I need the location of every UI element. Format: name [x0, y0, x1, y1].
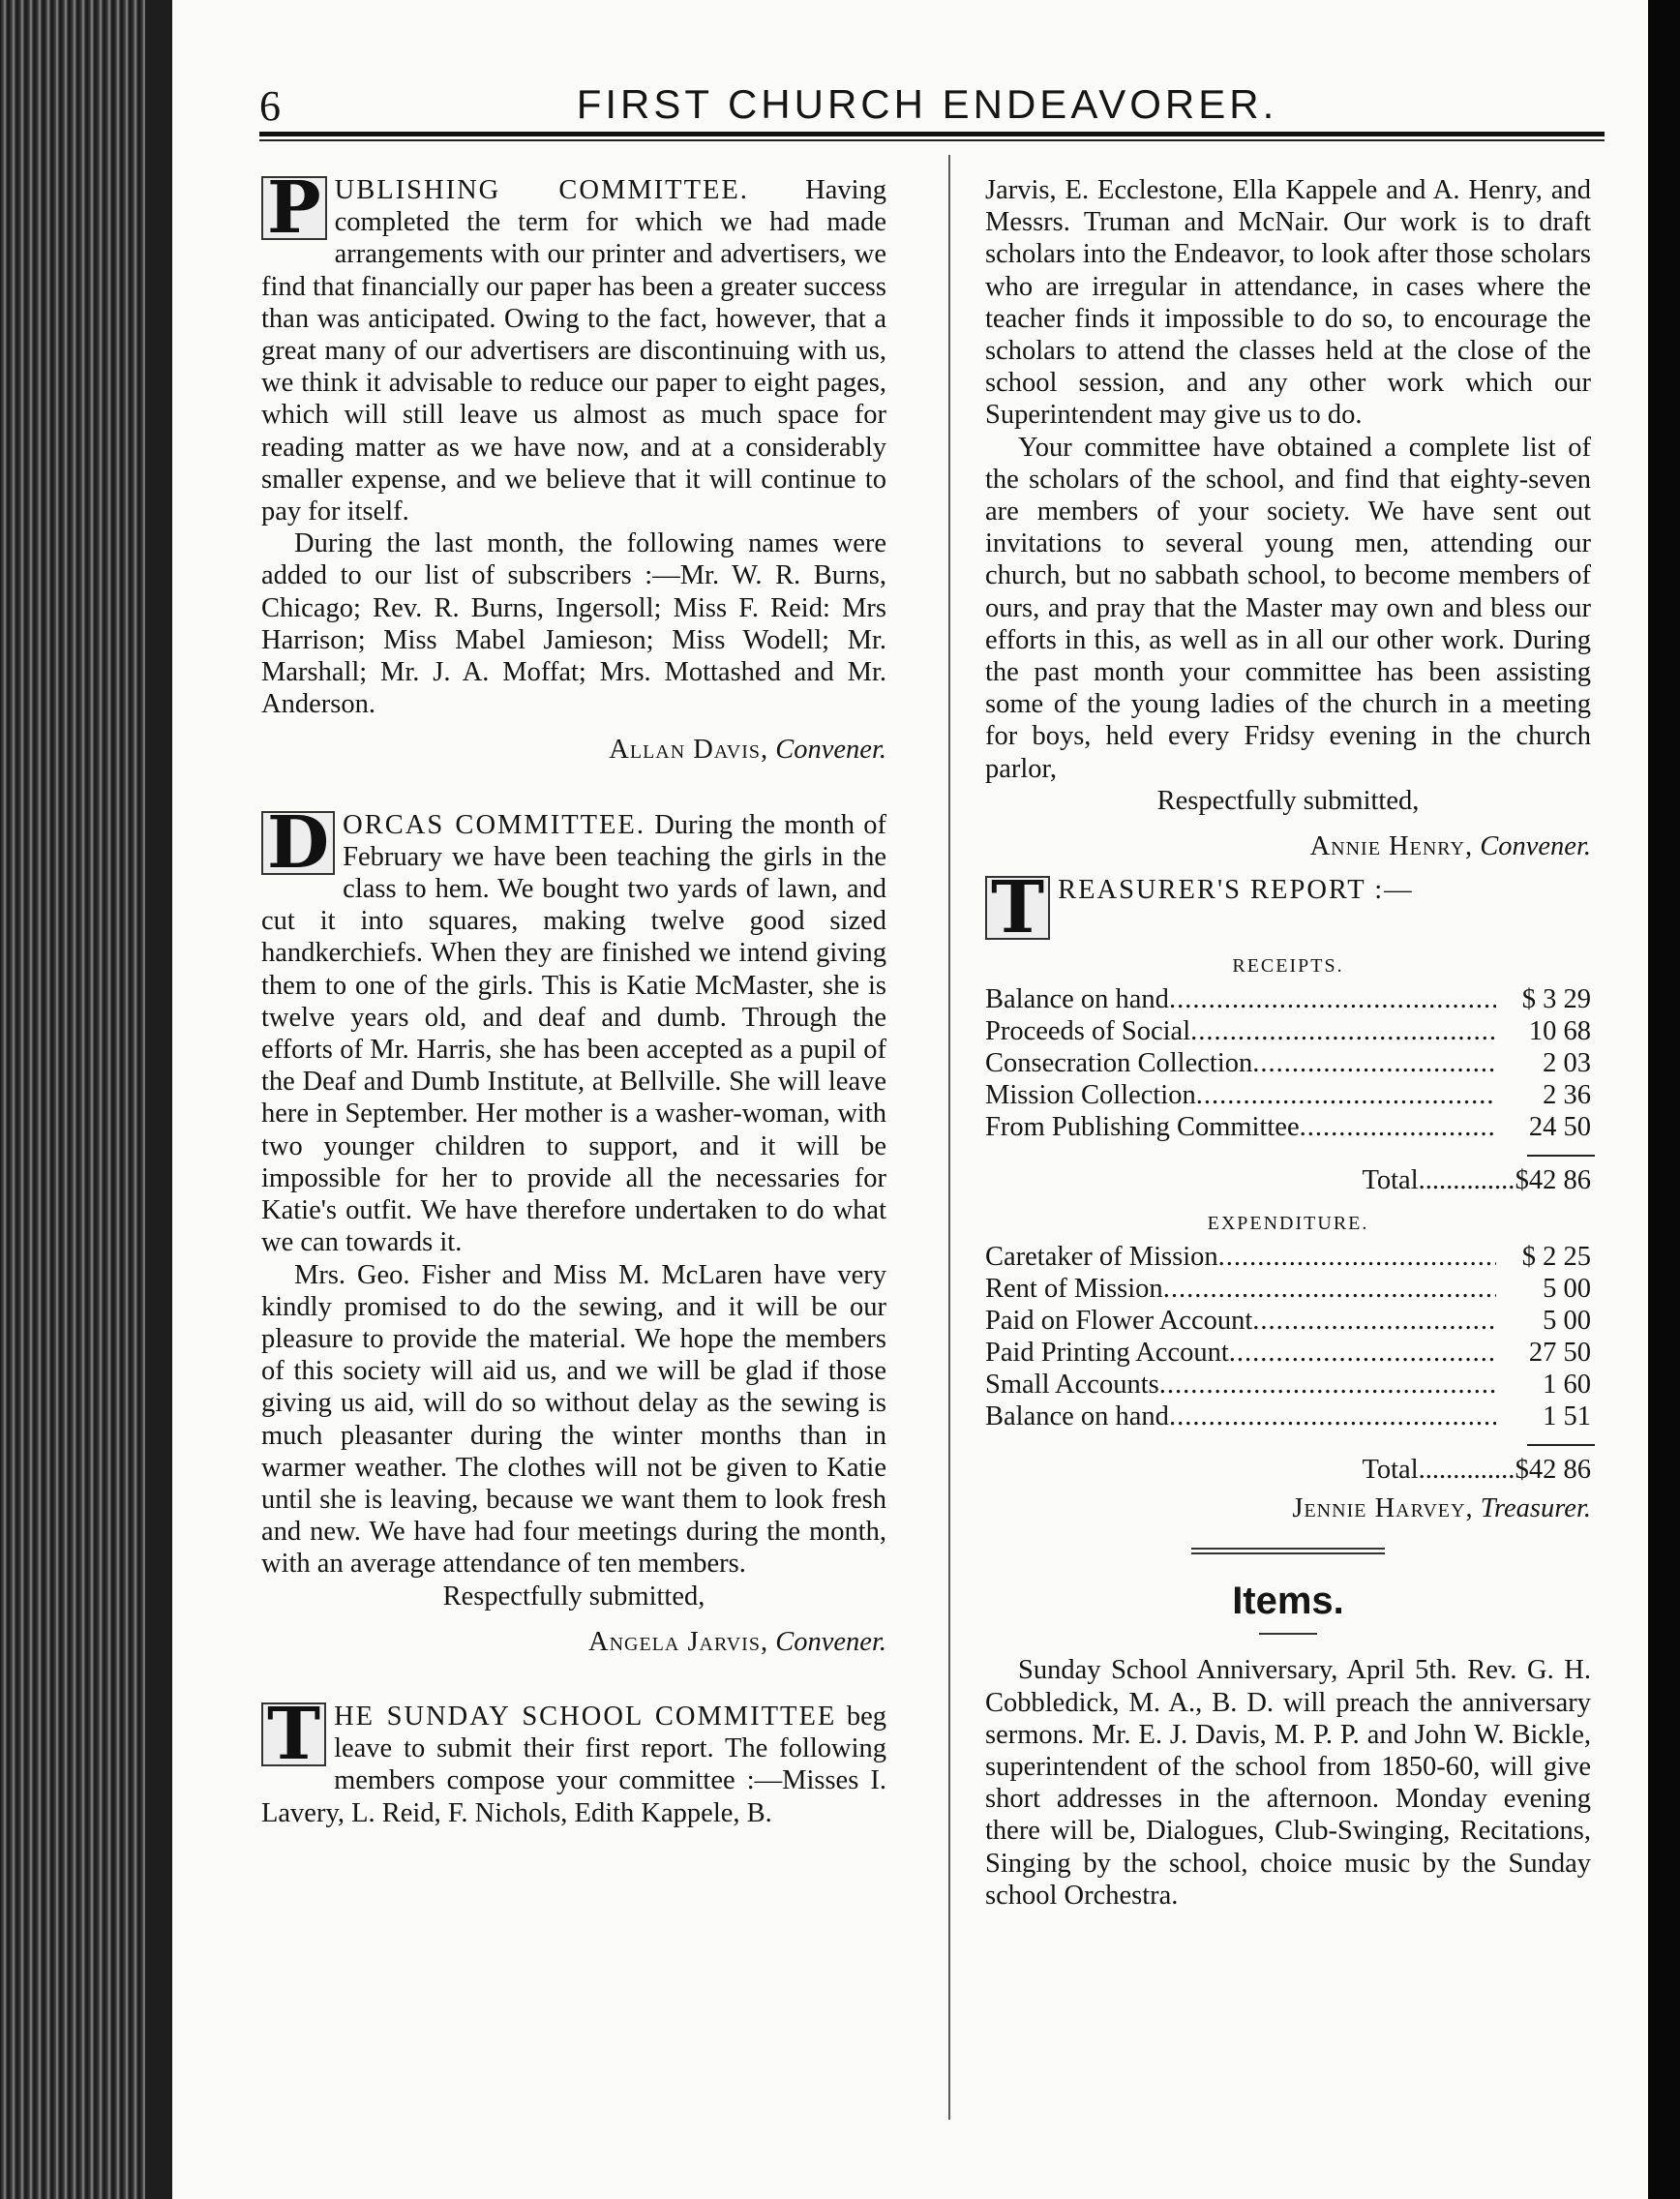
expenditure-table — [985, 1241, 1591, 1432]
leader-dots — [1190, 1015, 1496, 1047]
dorcas-submitted: Respectfully submitted, — [442, 1581, 705, 1612]
total-rule — [1527, 1444, 1595, 1446]
leader-dots — [1163, 1273, 1496, 1305]
sunday-heading: HE SUNDAY SCHOOL COMMITTEE — [334, 1701, 837, 1732]
page-number: 6 — [259, 82, 281, 130]
ledger-amount: $ 2 25 — [1521, 1242, 1591, 1273]
signature-role: Treasurer. — [1480, 1493, 1591, 1524]
publishing-heading: UBLISHING COMMITTEE. — [334, 175, 749, 205]
signature-role: Convener. — [1480, 831, 1591, 862]
sunday-cont-paragraph-2: Your committee have obtained a complete list of the scholars of the school, and find that eighty-seven are members of your society. We have sent out invitations to several young men, attending our church, but no sabbath school, to become members of ours, and pray that the Master may own and bless our efforts in this, as well as in all our other work. During the past month your committee has been assisting some of the young ladies of the church in a meeting for boys, held every Fridsy evening in the church parlor, — [985, 432, 1591, 784]
receipts-title: RECEIPTS. — [1232, 955, 1344, 978]
publishing-signature — [261, 734, 886, 766]
leader-dots — [1252, 1047, 1496, 1079]
header-rule — [259, 132, 1605, 136]
total-rule — [1527, 1155, 1595, 1157]
treasurer-heading: REASURER'S REPORT :— — [1058, 875, 1414, 906]
ledger-label: Small Accounts — [985, 1370, 1159, 1401]
page-title: FIRST CHURCH ENDEAVORER. — [576, 81, 1278, 127]
leader-dots — [1169, 983, 1496, 1015]
expenditure-title: EXPENDITURE. — [1207, 1213, 1369, 1235]
items-section — [985, 1580, 1591, 1912]
dorcas-text-1: During the month of February we have been teaching the girls in the class to hem. We bought two yards of lawn, and cut it into squares, making twelve good sized handkerchiefs. When they are finished we intend giving them to one of the girls. This is Katie McMaster, she is twelve years old, and deaf and dumb. Through the efforts of Mr. Harris, she has been accepted as a pupil of the Deaf and Dumb Institute, at Bellville. She will leave here in September. Her mother is a washer-woman, with two younger children to support, and it will be impossible for her to provide all the necessaries for Katie's outfit. We have therefore undertaken to do what we can towards it. — [261, 809, 887, 1258]
ledger-label: Paid on Flower Account — [985, 1306, 1253, 1337]
publishing-committee-section — [261, 166, 887, 767]
sunday-school-committee-section — [261, 1692, 887, 1829]
signature-role: Convener. — [775, 735, 886, 766]
page-header — [259, 81, 1595, 130]
ledger-label: Mission Collection — [985, 1080, 1196, 1111]
ledger-row — [985, 983, 1591, 1015]
sunday-signature — [985, 830, 1591, 862]
leader-dots — [1229, 1337, 1496, 1369]
ledger-row — [985, 1305, 1591, 1337]
left-column — [261, 166, 887, 1829]
signature-name: Angela Jarvis, — [588, 1626, 769, 1657]
drop-cap-d: D — [261, 811, 335, 875]
ledger-label: Consecration Collection — [985, 1048, 1253, 1079]
book-spine — [145, 0, 174, 2199]
leader-dots — [1196, 1079, 1496, 1111]
ledger-label: Caretaker of Mission — [985, 1242, 1218, 1273]
dorcas-heading: ORCAS COMMITTEE. — [343, 809, 645, 840]
double-rule — [1191, 1548, 1385, 1554]
sunday-cont-paragraph-1: Jarvis, E. Ecclestone, Ella Kappele and A. Henry, and Messrs. Truman and McNair. Our work is to draft scholars into the Endeavor, to look after those scholars who are irregular in attendance, in cases where the teacher finds it impossible to do so, to encourage the scholars to attend the classes held at the close of the school session, and any other work which our Superintendent may give us to do. — [985, 175, 1591, 431]
ledger-label: Balance on hand — [985, 984, 1169, 1015]
ledger-amount: 2 36 — [1543, 1080, 1591, 1111]
ledger-amount: 10 68 — [1528, 1016, 1591, 1047]
drop-cap-p: P — [261, 176, 327, 240]
ledger-amount: 1 51 — [1543, 1401, 1591, 1432]
ledger-row — [985, 1047, 1591, 1079]
ledger-row — [985, 1337, 1591, 1369]
leader-dots — [1159, 1369, 1496, 1401]
treasurers-report-section — [985, 866, 1591, 1524]
total-amount: $42 86 — [1515, 1165, 1591, 1196]
dorcas-signature — [261, 1626, 886, 1658]
treasurer-signature — [985, 1492, 1591, 1524]
leader-dots — [1419, 1164, 1515, 1197]
ledger-label: Paid Printing Account — [985, 1338, 1229, 1369]
sunday-paragraph-1 — [261, 1692, 887, 1829]
ledger-label: Balance on hand — [985, 1401, 1169, 1432]
leader-dots — [1252, 1305, 1496, 1337]
ledger-label: From Publishing Committee — [985, 1112, 1300, 1143]
items-paragraph: Sunday School Anniversary, April 5th. Rev. G. H. Cobbledick, M. A., B. D. will preach the anniversary sermons. Mr. E. J. Davis, M. P. P. and John W. Bickle, superintendent of the school from 1850-60, will give short addresses in the afternoon. Monday evening there will be, Dialogues, Club-Swinging, Recitations, Singing by the school, choice music by the Sunday school Orchestra. — [985, 1655, 1591, 1911]
dorcas-committee-section — [261, 800, 887, 1658]
ledger-amount: $ 3 29 — [1521, 984, 1591, 1015]
ledger-row — [985, 1111, 1591, 1143]
ledger-row — [985, 1079, 1591, 1111]
page — [172, 0, 1648, 2199]
right-column — [985, 174, 1591, 1912]
drop-cap-t: T — [985, 876, 1050, 940]
leader-dots — [1300, 1111, 1496, 1143]
signature-name: Annie Henry, — [1309, 831, 1474, 862]
ledger-row — [985, 1273, 1591, 1305]
items-title: Items. — [1232, 1580, 1344, 1623]
ledger-row — [985, 1369, 1591, 1401]
sunday-text-1: beg leave to submit their first report. The following members compose your committee :—Misses I. Lavery, L. Reid, F. Nichols, Edith Kappele, B. — [261, 1701, 887, 1828]
signature-name: Allan Davis, — [609, 735, 769, 766]
leader-dots — [1419, 1454, 1515, 1487]
column-divider — [948, 155, 950, 2120]
total-label: Total — [1362, 1165, 1419, 1196]
dorcas-paragraph-2: Mrs. Geo. Fisher and Miss M. McLaren have very kindly promised to do the sewing, and it will be our pleasure to provide the material. We hope the members of this society will aid us, and we will be glad if those giving us aid, will do so without delay as the sewing is much pleasanter during the winter months than in warmer weather. The clothes will not be given to Katie until she is leaving, because we want them to look fresh and new. We have had four meetings during the month, with an average attendance of ten members. — [261, 1259, 886, 1580]
drop-cap-t: T — [261, 1702, 326, 1766]
publishing-text-1: Having completed the term for which we had made arrangements with our printer and advertisers, we find that financially our paper has been a greater success than was anticipated. Owing to the fact, however, that a great many of our advertisers are discontinuing with us, we think it advisable to reduce our paper to eight pages, which will still leave us almost as much space for reading matter as we have now, and at a considerably smaller expense, and we believe that it will continue to pay for itself. — [261, 175, 887, 527]
total-amount: $42 86 — [1515, 1455, 1591, 1486]
header-rule-thin — [259, 139, 1605, 141]
ledger-amount: 1 60 — [1543, 1370, 1591, 1401]
ledger-row — [985, 1015, 1591, 1047]
ledger-row — [985, 1241, 1591, 1273]
book-page-edges — [0, 0, 169, 2199]
sunday-submitted: Respectfully submitted, — [1156, 785, 1420, 816]
ledger-amount: 5 00 — [1543, 1274, 1591, 1305]
ledger-label: Proceeds of Social — [985, 1016, 1191, 1047]
signature-name: Jennie Harvey, — [1292, 1493, 1474, 1524]
ledger-amount: 2 03 — [1543, 1048, 1591, 1079]
leader-dots — [1169, 1401, 1496, 1432]
scan-border — [1648, 0, 1680, 2199]
leader-dots — [1218, 1241, 1496, 1273]
publishing-paragraph-1 — [261, 166, 887, 527]
ledger-amount: 27 50 — [1528, 1338, 1591, 1369]
publishing-paragraph-2: During the last month, the following names were added to our list of subscribers :—Mr. W. R. Burns, Chicago; Rev. R. Burns, Ingersoll; Miss F. Reid: Mrs Harrison; Miss Mabel Jamieson; Miss Wodell; Mr. Marshall; Mr. J. A. Moffat; Mrs. Mottashed and Mr. Anderson. — [261, 528, 886, 720]
total-label: Total — [1362, 1455, 1419, 1486]
expenditure-total-row — [985, 1454, 1591, 1487]
ledger-row — [985, 1401, 1591, 1432]
receipts-table — [985, 983, 1591, 1143]
ledger-amount: 5 00 — [1543, 1306, 1591, 1337]
treasurer-heading-line — [985, 866, 1591, 950]
dorcas-paragraph-1 — [261, 800, 887, 1259]
signature-role: Convener. — [775, 1626, 886, 1657]
sunday-school-continued — [985, 174, 1591, 862]
items-rule — [1259, 1633, 1317, 1635]
ledger-label: Rent of Mission — [985, 1274, 1163, 1305]
ledger-amount: 24 50 — [1528, 1112, 1591, 1143]
receipts-total-row — [985, 1164, 1591, 1197]
